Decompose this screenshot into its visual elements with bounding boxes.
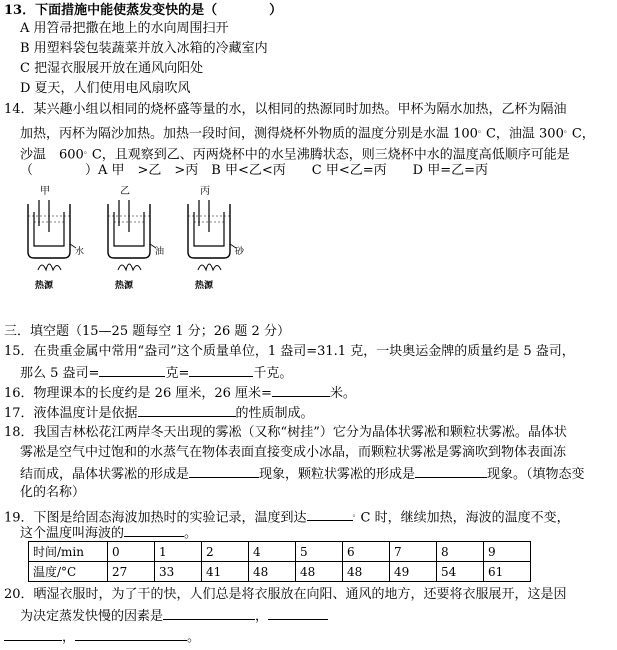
- table-header-time: 时间/min: [29, 542, 108, 562]
- q17-line: [4, 403, 314, 423]
- q14-line3: [20, 142, 570, 164]
- heat-source-label: 热源: [35, 281, 54, 291]
- q14-line2b: C，油温 300: [485, 126, 564, 142]
- section-title: 三．填空题（15—25 题每空 1 分；26 题 2 分）: [4, 324, 290, 339]
- heat-source-label: 热源: [115, 281, 134, 291]
- q19-line2: [20, 523, 197, 543]
- answer-blank[interactable]: [189, 464, 259, 478]
- table-cell: 41: [202, 562, 249, 582]
- beaker-jia: [28, 185, 84, 291]
- table-cell: 1: [155, 542, 202, 562]
- q19-p4: 。: [184, 526, 198, 541]
- q14-line2: [20, 121, 595, 143]
- table-cell: 2: [202, 542, 249, 562]
- cup-label-yi: 乙: [120, 186, 130, 197]
- q19-p1: 19．下图是给固态海波加热时的实验记录，温度到达: [4, 510, 307, 526]
- table-cell: 48: [296, 562, 343, 582]
- answer-blank[interactable]: [138, 403, 236, 417]
- q13-option-d: D 夏天，人们使用电风扇吹风: [20, 81, 191, 96]
- q18-line2: 雾凇是空气中过饱和的水蒸气在物体表面直接变成小冰晶，而颗粒状雾凇是雾滴吹到物体表面冻: [20, 445, 567, 460]
- answer-blank[interactable]: [307, 507, 353, 521]
- q14-line3b: C，且观察到乙、丙两烧杯中的水呈沸腾状态，则三烧杯中水的温度高低顺序可能是: [91, 147, 570, 163]
- answer-blank[interactable]: [124, 523, 184, 537]
- answer-blank[interactable]: [75, 627, 187, 641]
- table-cell: 4: [249, 542, 296, 562]
- table-cell: 48: [249, 562, 296, 582]
- answer-blank[interactable]: [272, 383, 330, 397]
- q18-line3: [20, 464, 585, 484]
- q14-line3a: 沙温 600: [20, 147, 84, 163]
- q20-p5: 。: [187, 630, 201, 645]
- q18-p3: 现象。（填物态变: [487, 467, 585, 482]
- table-cell: 7: [390, 542, 437, 562]
- table-cell: 6: [343, 542, 390, 562]
- answer-blank[interactable]: [268, 606, 328, 620]
- q16-line: [4, 383, 356, 403]
- q18-line4: 化的名称）: [20, 485, 86, 500]
- q17-p1: 17．液体温度计是依据: [4, 406, 138, 421]
- haibo-heating-table: [28, 541, 531, 582]
- table-header-temp: 温度/°C: [29, 562, 108, 582]
- q13-stem: 13．下面措施中能使蒸发变快的是（ ）: [4, 3, 283, 18]
- table-cell: 27: [108, 562, 155, 582]
- degree-mark: 。: [352, 509, 361, 518]
- q20-line2: [20, 606, 328, 626]
- heat-source-label: 热源: [195, 281, 214, 291]
- q15-p3: 千克。: [253, 366, 293, 381]
- side-label-oil: 油: [155, 247, 165, 257]
- table-cell: 49: [390, 562, 437, 582]
- table-cell: 0: [108, 542, 155, 562]
- q19-p2: C 时，继续加热，海波的温度不变，: [360, 510, 570, 526]
- q20-line1: 20．晒湿衣服时，为了干的快，人们总是将衣服放在向阳、通风的地方，还要将衣服展开，这是因: [4, 587, 567, 602]
- q15-p1: 那么 5 盎司=: [20, 366, 100, 381]
- cup-label-bing: 丙: [200, 186, 210, 197]
- q20-p2: 为决定蒸发快慢的因素是: [20, 609, 164, 624]
- q14-line4: （ ）A 甲 >乙 >丙 B 甲<乙<丙 C 甲<乙=丙 D 甲=乙=丙: [20, 163, 488, 178]
- cup-label-jia: 甲: [40, 186, 50, 197]
- q15-p2: 克=: [165, 366, 190, 381]
- table-row: [29, 542, 531, 562]
- q13-option-b: B 用塑料袋包装蔬菜并放入冰箱的冷藏室内: [20, 41, 268, 56]
- q14-line1: 14．某兴趣小组以相同的烧杯盛等量的水，以相同的热源同时加热。甲杯为隔水加热，乙杯为隔油: [4, 102, 567, 117]
- table-row: [29, 562, 531, 582]
- beaker-yi: [108, 185, 164, 291]
- q13-option-c: C 把湿衣服展开放在通风向阳处: [20, 61, 204, 76]
- q13-option-a: A 用笤帚把撒在地上的水向周围扫开: [20, 21, 229, 36]
- heating-beakers-figure: [18, 182, 248, 297]
- q20-line3: [4, 627, 200, 647]
- q15-line2: [20, 363, 292, 383]
- q20-p3: ，: [255, 609, 269, 624]
- answer-blank[interactable]: [163, 606, 255, 620]
- q16-p1: 16．物理课本的长度约是 26 厘米，26 厘米=: [4, 386, 272, 401]
- answer-blank[interactable]: [189, 363, 253, 377]
- q14-line2a: 加热，丙杯为隔沙加热。加热一段时间，测得烧杯外物质的温度分别是水温 100: [20, 126, 478, 142]
- table-cell: 48: [343, 562, 390, 582]
- q19-p3: 这个温度叫海波的: [20, 526, 125, 541]
- side-label-water: 水: [75, 247, 85, 257]
- degree-mark: 。: [563, 125, 572, 134]
- degree-mark: 。: [83, 146, 92, 155]
- table-cell: 5: [296, 542, 343, 562]
- q14-line2c: C，: [571, 126, 595, 142]
- answer-blank[interactable]: [4, 627, 62, 641]
- answer-blank[interactable]: [99, 363, 165, 377]
- degree-mark: 。: [477, 125, 486, 134]
- q18-line1: 18．我国吉林松花江两岸冬天出现的雾凇（又称“树挂”）它分为晶体状雾凇和颗粒状雾凇。晶体状: [4, 425, 567, 440]
- q18-p2: 现象，颗粒状雾凇的形成是: [259, 467, 416, 482]
- q18-p1: 结而成，晶体状雾凇的形成是: [20, 467, 190, 482]
- q17-p2: 的性质制成。: [235, 406, 314, 421]
- table-cell: 33: [155, 562, 202, 582]
- table-cell: 54: [437, 562, 484, 582]
- table-cell: 9: [484, 542, 531, 562]
- q20-p4: ，: [62, 630, 76, 645]
- side-label-sand: 砂: [235, 247, 245, 257]
- q16-p2: 米。: [329, 386, 356, 401]
- answer-blank[interactable]: [415, 464, 487, 478]
- q15-line1: 15．在贵重金属中常用“盎司”这个质量单位，1 盎司=31.1 克，一块奥运金牌的质量约是 5 盎司，: [4, 344, 575, 359]
- table-cell: 61: [484, 562, 531, 582]
- beaker-bing: [188, 185, 245, 291]
- table-cell: 8: [437, 542, 484, 562]
